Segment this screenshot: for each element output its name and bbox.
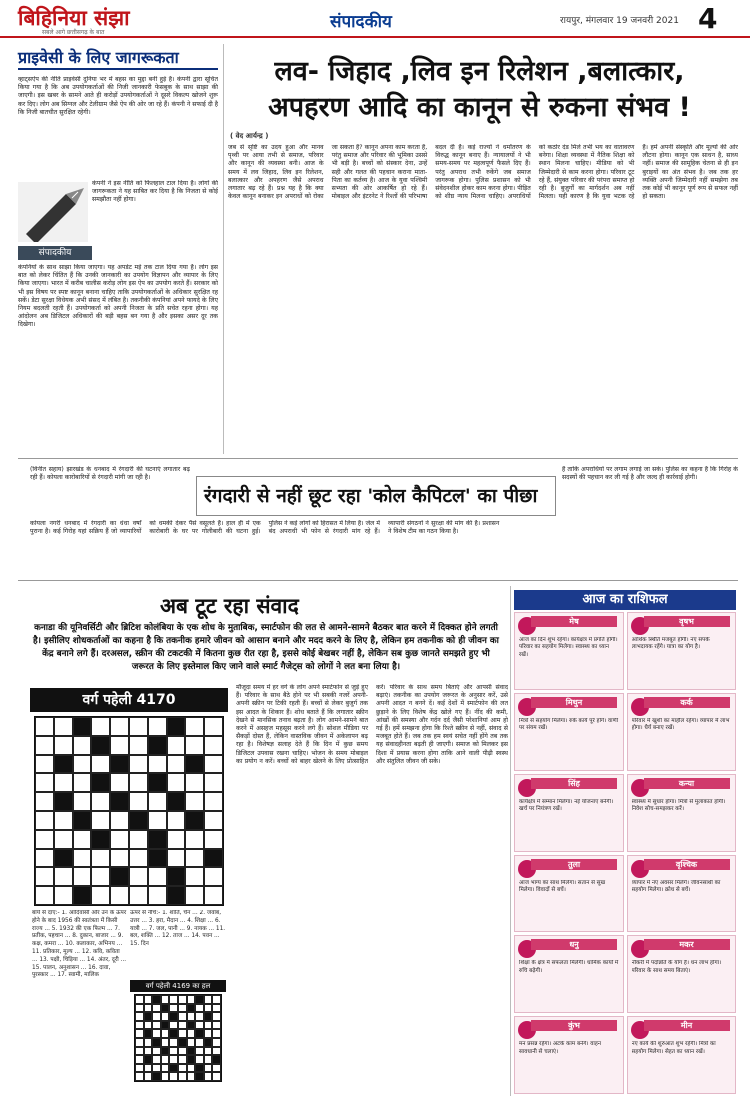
- answer-cell: [144, 1029, 153, 1038]
- crossword-cell: [110, 717, 129, 736]
- privacy-body-top: व्हाट्सऐप की नीति प्राइवेसी दुनिया भर में बहस का मुद्दा बनी हुई है। कंपनी द्वारा सूचित किया गया है कि अब उपयोगकर्ताओं की निजी जानकारी फेसबुक के साथ साझा की जाएगी। इस खबर के सामने आते ही करोड़ों उपयोगकर्ताओं ने दूसरे विकल्प खोजने शुरू कर दिए। लोग अब सिग्नल और टेलीग्राम जैसे ऐप की ओर जा रहे हैं। कंपनी ने सफाई दी है कि निजी बातचीत सुरक्षित रहेगी।: [18, 76, 218, 116]
- answer-cell: [135, 995, 144, 1004]
- horoscope-sign-text: मित्रों से सहयोग मिलेगा। रुके कार्य पूरे होंगे। वाणी पर संयम रखें।: [519, 717, 619, 732]
- horoscope-grid: [514, 612, 736, 1094]
- crossword-cell: [167, 755, 186, 774]
- answer-cell: [212, 1038, 221, 1047]
- crossword-cell: [110, 886, 129, 905]
- crossword-cell: [148, 811, 167, 830]
- answer-cell: [212, 1021, 221, 1030]
- crossword-cell: [148, 867, 167, 886]
- answer-cell: [187, 1064, 196, 1073]
- crossword-cell: [91, 867, 110, 886]
- horoscope-sign-name: धनु: [531, 939, 617, 950]
- crossword-cell: [185, 773, 204, 792]
- horoscope-card: [627, 935, 737, 1013]
- crossword-cell: [204, 849, 223, 868]
- crossword-cell: [54, 867, 73, 886]
- answer-cell: [152, 1038, 161, 1047]
- answer-cell: [144, 995, 153, 1004]
- answer-cell: [152, 1029, 161, 1038]
- crossword-cell: [35, 867, 54, 886]
- answer-cell: [187, 1012, 196, 1021]
- crossword-cell: [91, 811, 110, 830]
- answer-cell: [144, 1021, 153, 1030]
- answer-cell: [178, 1055, 187, 1064]
- crossword-cell: [73, 849, 92, 868]
- answer-cell: [178, 1072, 187, 1081]
- answer-cell: [135, 1072, 144, 1081]
- crossword-cell: [129, 811, 148, 830]
- crossword-cell: [91, 886, 110, 905]
- horoscope-sign-name: कर्क: [644, 697, 730, 708]
- answer-cell: [187, 1029, 196, 1038]
- horoscope-sign-text: व्यापार में नए अवसर मिलेंगे। जीवनसाथी का सहयोग मिलेगा। क्रोध से बचें।: [631, 879, 721, 893]
- crossword-cell: [204, 830, 223, 849]
- horoscope-sign-text: कार्यक्षेत्र में सम्मान मिलेगा। नई योजनाएं बनेंगी। खर्च पर नियंत्रण रखें।: [519, 798, 614, 813]
- horoscope-card: [514, 1016, 624, 1094]
- horoscope-card: [627, 855, 737, 933]
- crossword-cell: [91, 849, 110, 868]
- answer-cell: [169, 1064, 178, 1073]
- answer-cell: [212, 1012, 221, 1021]
- section-divider: [18, 580, 738, 581]
- horoscope-sign-text: आज भाग्य का साथ मिलेगा। संतान से सुख मिलेगा। विवादों से बचें।: [519, 879, 606, 893]
- editorial-label: संपादकीय: [18, 246, 92, 260]
- crossword-cell: [35, 773, 54, 792]
- crossword-cell: [148, 773, 167, 792]
- crossword-cell: [91, 773, 110, 792]
- answer-cell: [195, 1047, 204, 1056]
- crossword-cell: [73, 867, 92, 886]
- horoscope-sign-text: आर्थिक स्थिति मजबूत होगी। नए संपर्क लाभदायक रहेंगे। यात्रा का योग है।: [631, 637, 710, 651]
- crossword-cell: [185, 755, 204, 774]
- crossword-cell: [54, 773, 73, 792]
- answer-cell: [135, 1004, 144, 1013]
- answer-cell: [135, 1029, 144, 1038]
- privacy-headline: प्राइवेसी के लिए जागरूकता: [18, 46, 218, 70]
- crossword-cell: [35, 811, 54, 830]
- crossword-cell: [167, 736, 186, 755]
- answer-cell: [204, 1004, 213, 1013]
- horoscope-card: [514, 855, 624, 933]
- crossword-cell: [185, 792, 204, 811]
- crossword-cell: [185, 849, 204, 868]
- horoscope-card: [627, 774, 737, 852]
- crossword-cell: [129, 867, 148, 886]
- answer-cell: [178, 1038, 187, 1047]
- crossword-cell: [148, 736, 167, 755]
- answer-cell: [212, 1029, 221, 1038]
- answer-cell: [212, 1004, 221, 1013]
- section-divider: [18, 458, 738, 459]
- horoscope-card: [514, 935, 624, 1013]
- answer-cell: [187, 1055, 196, 1064]
- crossword-cell: [204, 773, 223, 792]
- horoscope-sign-text: नौकरी में पदोन्नति के योग हैं। धन लाभ होगा। परिवार के साथ समय बिताएं।: [631, 960, 722, 974]
- answer-cell: [135, 1038, 144, 1047]
- answer-cell: [152, 1064, 161, 1073]
- crossword-title: वर्ग पहेली 4170: [30, 688, 228, 712]
- answer-cell: [152, 1004, 161, 1013]
- newspaper-logo: बिहिनिया संझा: [18, 5, 130, 30]
- answer-cell: [169, 1012, 178, 1021]
- answer-cell: [144, 1047, 153, 1056]
- crossword-cell: [54, 717, 73, 736]
- answer-cell: [135, 1064, 144, 1073]
- crossword-cell: [148, 792, 167, 811]
- crossword-cell: [204, 717, 223, 736]
- answer-cell: [135, 1055, 144, 1064]
- crossword-cell: [129, 849, 148, 868]
- answer-cell: [195, 1064, 204, 1073]
- answer-cell: [169, 1072, 178, 1081]
- answer-cell: [144, 1072, 153, 1081]
- answer-cell: [204, 1012, 213, 1021]
- answer-cell: [204, 1072, 213, 1081]
- answer-cell: [152, 1012, 161, 1021]
- crossword-cell: [54, 811, 73, 830]
- answer-cell: [161, 1004, 170, 1013]
- crossword-cell: [91, 717, 110, 736]
- answer-cell: [187, 1072, 196, 1081]
- answer-cell: [178, 1047, 187, 1056]
- story2-body: कोयला नगरी धनबाद में रंगदारी का धंधा वर्षों पुराना है। कई गिरोह यहां सक्रिय हैं जो व्यापारियों को धमकी देकर पैसे वसूलते हैं। हाल ही में एक कारोबारी के घर पर गोलीबारी की घटना हुई। पुलिस ने कई लोगों को हिरासत में लिया है। जेल में बंद अपराधी भी फोन से रंगदारी मांग रहे हैं। व्यापारी संगठनों ने सुरक्षा की मांग की है। प्रशासन ने विशेष टीम का गठन किया है।: [30, 520, 500, 536]
- crossword-cell: [73, 736, 92, 755]
- answer-cell: [212, 1047, 221, 1056]
- horoscope-sign-text: शिक्षा के क्षेत्र में सफलता मिलेगी। धार्मिक कार्यों में रुचि बढ़ेगी।: [519, 960, 619, 974]
- crossword-cell: [185, 886, 204, 905]
- answer-cell: [195, 1012, 204, 1021]
- answer-cell: [204, 995, 213, 1004]
- column-divider: [510, 586, 511, 1096]
- answer-cell: [169, 1004, 178, 1013]
- horoscope-sign-name: मिथुन: [531, 697, 617, 708]
- answer-cell: [161, 995, 170, 1004]
- crossword-cell: [129, 792, 148, 811]
- answer-cell: [204, 1021, 213, 1030]
- crossword-cell: [110, 736, 129, 755]
- crossword-cell: [204, 755, 223, 774]
- crossword-cell: [129, 886, 148, 905]
- crossword-cell: [129, 755, 148, 774]
- crossword-cell: [185, 717, 204, 736]
- crossword-cell: [91, 755, 110, 774]
- answer-cell: [144, 1038, 153, 1047]
- crossword-cell: [148, 849, 167, 868]
- crossword-cell: [185, 830, 204, 849]
- answer-cell: [152, 1021, 161, 1030]
- answer-cell: [195, 1004, 204, 1013]
- horoscope-sign-name: मकर: [644, 939, 730, 950]
- crossword-cell: [167, 717, 186, 736]
- newspaper-tagline: सबले आगे छत्तीसगढ़ के बात: [42, 29, 105, 36]
- crossword-cell: [110, 830, 129, 849]
- horoscope-sign-text: परिवार में खुशी का माहौल रहेगा। व्यापार में लाभ होगा। धैर्य बनाए रखें।: [631, 717, 730, 732]
- answer-cell: [178, 1064, 187, 1073]
- crossword-answer-grid: [134, 994, 222, 1082]
- horoscope-title: आज का राशिफल: [514, 590, 736, 610]
- answer-cell: [178, 995, 187, 1004]
- answer-cell: [187, 1021, 196, 1030]
- horoscope-card: [627, 612, 737, 690]
- horoscope-card: [514, 612, 624, 690]
- crossword-cell: [73, 717, 92, 736]
- crossword-cell: [54, 736, 73, 755]
- crossword-cell: [167, 811, 186, 830]
- answer-cell: [169, 1038, 178, 1047]
- horoscope-sign-name: कन्या: [644, 778, 730, 789]
- answer-cell: [169, 1055, 178, 1064]
- crossword-cell: [204, 867, 223, 886]
- answer-cell: [169, 1021, 178, 1030]
- crossword-cell: [54, 755, 73, 774]
- crossword-cell: [91, 830, 110, 849]
- horoscope-card: [514, 693, 624, 771]
- horoscope-sign-name: मीन: [644, 1020, 730, 1031]
- answer-cell: [178, 1012, 187, 1021]
- main-headline-line-2: अपहरण आदि का कानून से रुकना संभव !: [268, 92, 691, 123]
- crossword-cell: [110, 867, 129, 886]
- answer-cell: [212, 995, 221, 1004]
- answer-cell: [204, 1064, 213, 1073]
- crossword-cell: [185, 867, 204, 886]
- crossword-cell: [35, 792, 54, 811]
- crossword-cell: [129, 773, 148, 792]
- dateline: रायपुर, मंगलवार 19 जनवरी 2021: [560, 16, 679, 26]
- answer-cell: [178, 1029, 187, 1038]
- privacy-body-bottom: कंपनियों के साथ साझा किया जाएगा। यह अपडेट मई तक टाल दिया गया है। लोग इस बात को लेकर चिंतित हैं कि उनकी जानकारी का उपयोग विज्ञापन और व्यापार के लिए किया जाएगा। भारत में करीब चालीस करोड़ लोग इस ऐप का उपयोग करते हैं। सरकार को भी इस विषय पर स्पष्ट कानून बनाना चाहिए ताकि उपयोगकर्ताओं के अधिकार सुरक्षित रह सकें। डेटा सुरक्षा विधेयक अभी संसद में लंबित है। तकनीकी कंपनियां अपने फायदे के लिए नियम बदलती रहती हैं। उपयोगकर्ता को अपनी निजता के प्रति सचेत रहना होगा। यह आंदोलन अब डिजिटल अधिकारों की बड़ी बहस बन गया है और इसका असर दूर तक दिखेगा।: [18, 264, 218, 329]
- crossword-cell: [167, 867, 186, 886]
- horoscope-sign-name: वृश्चिक: [644, 859, 730, 870]
- answer-cell: [169, 995, 178, 1004]
- main-headline-line-1: लव- जिहाद ,लिव इन रिलेशन ,बलात्कार,: [274, 56, 685, 87]
- answer-cell: [187, 995, 196, 1004]
- answer-cell: [204, 1047, 213, 1056]
- answer-cell: [212, 1072, 221, 1081]
- crossword-cell: [54, 849, 73, 868]
- main-byline: ( वेद आर्यन्द्र ): [230, 132, 269, 140]
- answer-cell: [152, 1055, 161, 1064]
- story3-body: मौजूदा समय में हर वर्ग के लोग अपने स्मार्टफोन से जुड़े हुए हैं। परिवार के साथ बैठे होने पर भी सबकी नजरें अपनी-अपनी स्क्रीन पर टिकी रहती हैं। बच्चों से लेकर बुजुर्ग तक इस आदत के शिकार हैं। शोध बताते हैं कि लगातार स्क्रीन देखने से मानसिक तनाव बढ़ता है। लोग आमने-सामने बात करने में असहज महसूस करने लगे हैं। सोशल मीडिया पर सैकड़ों दोस्त हैं, लेकिन वास्तविक जीवन में अकेलापन बढ़ रहा है। विशेषज्ञ सलाह देते हैं कि दिन में कुछ समय डिजिटल उपवास रखना चाहिए। भोजन के समय मोबाइल का प्रयोग न करें। बच्चों को बाहर खेलने के लिए प्रोत्साहित करें। परिवार के साथ समय बिताएं और आपसी संवाद बढ़ाएं। तकनीक का उपयोग जरूरत के अनुसार करें, उसे अपनी आदत न बनने दें। कई देशों में स्मार्टफोन की लत छुड़ाने के लिए विशेष केंद्र खोले गए हैं। नींद की कमी, आंखों की समस्या और गर्दन दर्द जैसी परेशानियां आम हो गई हैं। हमें समझना होगा कि रिश्ते स्क्रीन से नहीं, संवाद से मजबूत होते हैं। जब तक हम स्वयं सचेत नहीं होंगे तब तक यह संवादहीनता बढ़ती ही जाएगी। समाज को मिलकर इस दिशा में प्रयास करना होगा ताकि आने वाली पीढ़ी स्वस्थ और संतुलित जीवन जी सके।: [236, 684, 508, 765]
- crossword-cell: [110, 755, 129, 774]
- answer-cell: [152, 1047, 161, 1056]
- crossword-cell: [204, 886, 223, 905]
- horoscope-sign-name: तुला: [531, 859, 617, 870]
- page-number: 4: [698, 2, 718, 35]
- crossword-cell: [167, 849, 186, 868]
- answer-cell: [187, 1038, 196, 1047]
- crossword-cell: [35, 736, 54, 755]
- crossword-cell: [148, 830, 167, 849]
- story3-deck: कनाडा की यूनिवर्सिटी और ब्रिटिश कोलंबिया के एक शोध के मुताबिक, स्मार्टफोन की लत से आमने-सामने बैठकर बात करने में दिक्कत होने लगती है। इसीलिए शोधकर्ताओं का कहना है कि तकनीक हमारे जीवन को आसान बनाने और मदद करने के लिए है, लेकिन हम तकनीक को ही जीवन का केंद्र बनाने लगे हैं। दरअसल, स्क्रीन की टकटकी में कितना कुछ रीत रहा है, इससे कोई बेखबर नहीं है, लेकिन सब कुछ जानते समझते हुए भी जरूरत के लिए इस्तेमाल किए जाने वाले स्मार्ट गैजेट्स को लोगों ने लत बना लिया है।: [33, 623, 499, 672]
- answer-cell: [204, 1029, 213, 1038]
- crossword-cell: [54, 830, 73, 849]
- answer-cell: [195, 1038, 204, 1047]
- horoscope-sign-name: सिंह: [531, 778, 617, 789]
- crossword-cell: [54, 792, 73, 811]
- crossword-clues-across: बांये से दाएं:- 1. आदिवासी और उन के ऊपर होने के बाद 1956 की स्वतंत्रता में किसी राज्य ... 5. 1932 की एक फिल्म ... 7. प्रतीक, पहचान ... 8. दुकान, बाजार ... 9. कक्ष, कमरा ... 10. कलाकार, अभिनय ... 11. प्रतिकार, मूल्य ... 12. कवि, कविता ... 13. पक्षी, चिड़िया ... 14. अंतर, दूरी ... 15. पालन, अनुशासन ... 16. दावा, पुरस्कार ... 17. स्वामी, मालिक: [32, 910, 127, 979]
- story2-headline: रंगदारी से नहीं छूट रहा 'कोल कैपिटल' का पीछा: [204, 485, 538, 507]
- answer-cell: [169, 1047, 178, 1056]
- answer-cell: [195, 1072, 204, 1081]
- horoscope-sign-text: स्वास्थ्य में सुधार होगा। मित्रों से मुलाकात होगी। निवेश सोच-समझकर करें।: [631, 798, 726, 813]
- answer-cell: [204, 1038, 213, 1047]
- masthead: [0, 0, 750, 38]
- crossword-cell: [129, 830, 148, 849]
- story2-side-text: हैं ताकि अपराधियों पर लगाम लगाई जा सके। पुलिस का कहना है कि गिरोह के सदस्यों की पहचान कर ली गई है और जल्द ही कार्रवाई होगी।: [562, 466, 738, 482]
- answer-cell: [144, 1004, 153, 1013]
- crossword-cell: [110, 792, 129, 811]
- crossword-cell: [110, 849, 129, 868]
- crossword-cell: [204, 792, 223, 811]
- crossword-cell: [167, 792, 186, 811]
- answer-cell: [135, 1012, 144, 1021]
- crossword-cell: [110, 773, 129, 792]
- fountain-pen-icon: [18, 182, 88, 242]
- answer-cell: [204, 1055, 213, 1064]
- crossword-cell: [204, 736, 223, 755]
- crossword-grid: [34, 716, 224, 906]
- answer-cell: [135, 1047, 144, 1056]
- answer-cell: [195, 1055, 204, 1064]
- answer-cell: [161, 1055, 170, 1064]
- answer-cell: [178, 1004, 187, 1013]
- crossword-cell: [129, 717, 148, 736]
- answer-cell: [212, 1064, 221, 1073]
- answer-cell: [161, 1047, 170, 1056]
- horoscope-card: [627, 693, 737, 771]
- crossword-cell: [167, 886, 186, 905]
- answer-cell: [187, 1047, 196, 1056]
- horoscope-sign-text: मन प्रसन्न रहेगा। अटके काम बनेंगे। वाहन सावधानी से चलाएं।: [519, 1041, 601, 1055]
- crossword-cell: [73, 886, 92, 905]
- answer-cell: [178, 1021, 187, 1030]
- horoscope-sign-name: कुंभ: [531, 1020, 617, 1031]
- crossword-cell: [148, 717, 167, 736]
- crossword-cell: [35, 755, 54, 774]
- answer-cell: [195, 1029, 204, 1038]
- answer-cell: [135, 1021, 144, 1030]
- crossword-cell: [110, 811, 129, 830]
- main-headline: [222, 54, 737, 126]
- crossword-cell: [185, 811, 204, 830]
- crossword-cell: [73, 830, 92, 849]
- crossword-cell: [129, 736, 148, 755]
- horoscope-card: [514, 774, 624, 852]
- answer-cell: [144, 1012, 153, 1021]
- answer-cell: [161, 1038, 170, 1047]
- answer-cell: [161, 1021, 170, 1030]
- crossword-cell: [204, 811, 223, 830]
- section-title: संपादकीय: [330, 12, 392, 32]
- crossword-cell: [35, 830, 54, 849]
- crossword-cell: [148, 755, 167, 774]
- crossword-cell: [35, 717, 54, 736]
- story3-headline: अब टूट रहा संवाद: [160, 594, 299, 618]
- crossword-cell: [185, 736, 204, 755]
- horoscope-card: [627, 1016, 737, 1094]
- main-story-body: जब से सृष्टि का उदय हुआ और मानव पृथ्वी पर आया तभी से समाज, परिवार और कानून की व्यवस्था बनी। आज के समय में लव जिहाद, लिव इन रिलेशन, बलात्कार और अपहरण जैसे अपराध लगातार बढ़ रहे हैं। प्रश्न यह है कि क्या केवल कानून बनाकर इन अपराधों को रोका जा सकता है? कानून अपना काम करता है, परंतु समाज और परिवार की भूमिका उससे भी बड़ी है। बच्चों को संस्कार देना, उन्हें सही और गलत की पहचान कराना माता-पिता का कर्तव्य है। आज के युवा पश्चिमी सभ्यता की ओर आकर्षित हो रहे हैं। मोबाइल और इंटरनेट ने रिश्तों की परिभाषा बदल दी है। कई राज्यों ने धर्मांतरण के विरुद्ध कानून बनाए हैं। न्यायालयों ने भी समय-समय पर महत्वपूर्ण फैसले दिए हैं। परंतु अपराध तभी रुकेंगे जब समाज जागरूक होगा। पुलिस प्रशासन को भी संवेदनशील होकर काम करना होगा। पीड़ित को शीघ्र न्याय मिलना चाहिए। अपराधियों को कठोर दंड मिले तभी भय का वातावरण बनेगा। शिक्षा व्यवस्था में नैतिक शिक्षा को स्थान मिलना चाहिए। मीडिया को भी जिम्मेदारी से काम करना होगा। परिवार टूट रहे हैं, संयुक्त परिवार की परंपरा समाप्त हो रही है। बुजुर्गों का मार्गदर्शन अब नहीं मिलता। यही कारण है कि युवा भटक रहे हैं। हमें अपनी संस्कृति और मूल्यों की ओर लौटना होगा। कानून एक साधन है, साध्य नहीं। समाज की सामूहिक चेतना से ही इन बुराइयों का अंत संभव है। जब तक हर व्यक्ति अपनी जिम्मेदारी नहीं समझेगा तब तक कोई भी कानून पूर्ण रूप से सफल नहीं हो सकता।: [228, 144, 738, 201]
- crossword-cell: [167, 773, 186, 792]
- answer-cell: [169, 1029, 178, 1038]
- crossword-cell: [35, 886, 54, 905]
- answer-cell: [152, 1072, 161, 1081]
- answer-cell: [161, 1012, 170, 1021]
- crossword-clues-down: ऊपर से नीचे:- 1. शांति, चैन ... 2. जवाब, उत्तर ... 3. हरा, मैदान ... 4. शिक्षा ... 6. यात्री ... 7. जल, पानी ... 9. नायक ... 11. बल, शक्ति ... 12. ताज ... 14. पवन ... 15. दिन: [130, 910, 226, 948]
- answer-cell: [161, 1072, 170, 1081]
- crossword-cell: [73, 792, 92, 811]
- answer-cell: [161, 1029, 170, 1038]
- crossword-cell: [54, 886, 73, 905]
- crossword-cell: [73, 773, 92, 792]
- horoscope-sign-name: मेष: [531, 616, 617, 627]
- horoscope-sign-name: वृषभ: [644, 616, 730, 627]
- answer-cell: [195, 995, 204, 1004]
- answer-cell: [144, 1064, 153, 1073]
- answer-cell: [144, 1055, 153, 1064]
- privacy-body-mid: कंपनी ने इस नीति को फिलहाल टाल दिया है। लोगों की जागरूकता ने यह साबित कर दिया है कि निजता से कोई समझौता नहीं होगा।: [92, 180, 218, 204]
- horoscope-sign-text: आज का दिन शुभ रहेगा। कार्यक्षेत्र में प्रगति होगी। परिवार का सहयोग मिलेगा। स्वास्थ्य का ध्यान रखें।: [519, 637, 618, 658]
- horoscope-sign-text: नए कार्य की शुरुआत शुभ रहेगी। मित्रों का सहयोग मिलेगा। सेहत का ध्यान रखें।: [631, 1041, 716, 1055]
- answer-cell: [195, 1021, 204, 1030]
- crossword-cell: [35, 849, 54, 868]
- crossword-cell: [73, 811, 92, 830]
- crossword-cell: [91, 792, 110, 811]
- story2-intro: (विनीत सहाय) झारखंड के धनबाद में रंगदारी की घटनाएं लगातार बढ़ रही हैं। कोयला कारोबारियों से रंगदारी मांगी जा रही है।: [30, 466, 190, 482]
- crossword-cell: [167, 830, 186, 849]
- answer-cell: [161, 1064, 170, 1073]
- crossword-answer-title: वर्ग पहेली 4169 का हल: [130, 980, 226, 992]
- crossword-cell: [73, 755, 92, 774]
- crossword-cell: [148, 886, 167, 905]
- answer-cell: [187, 1004, 196, 1013]
- answer-cell: [212, 1055, 221, 1064]
- crossword-cell: [91, 736, 110, 755]
- answer-cell: [152, 995, 161, 1004]
